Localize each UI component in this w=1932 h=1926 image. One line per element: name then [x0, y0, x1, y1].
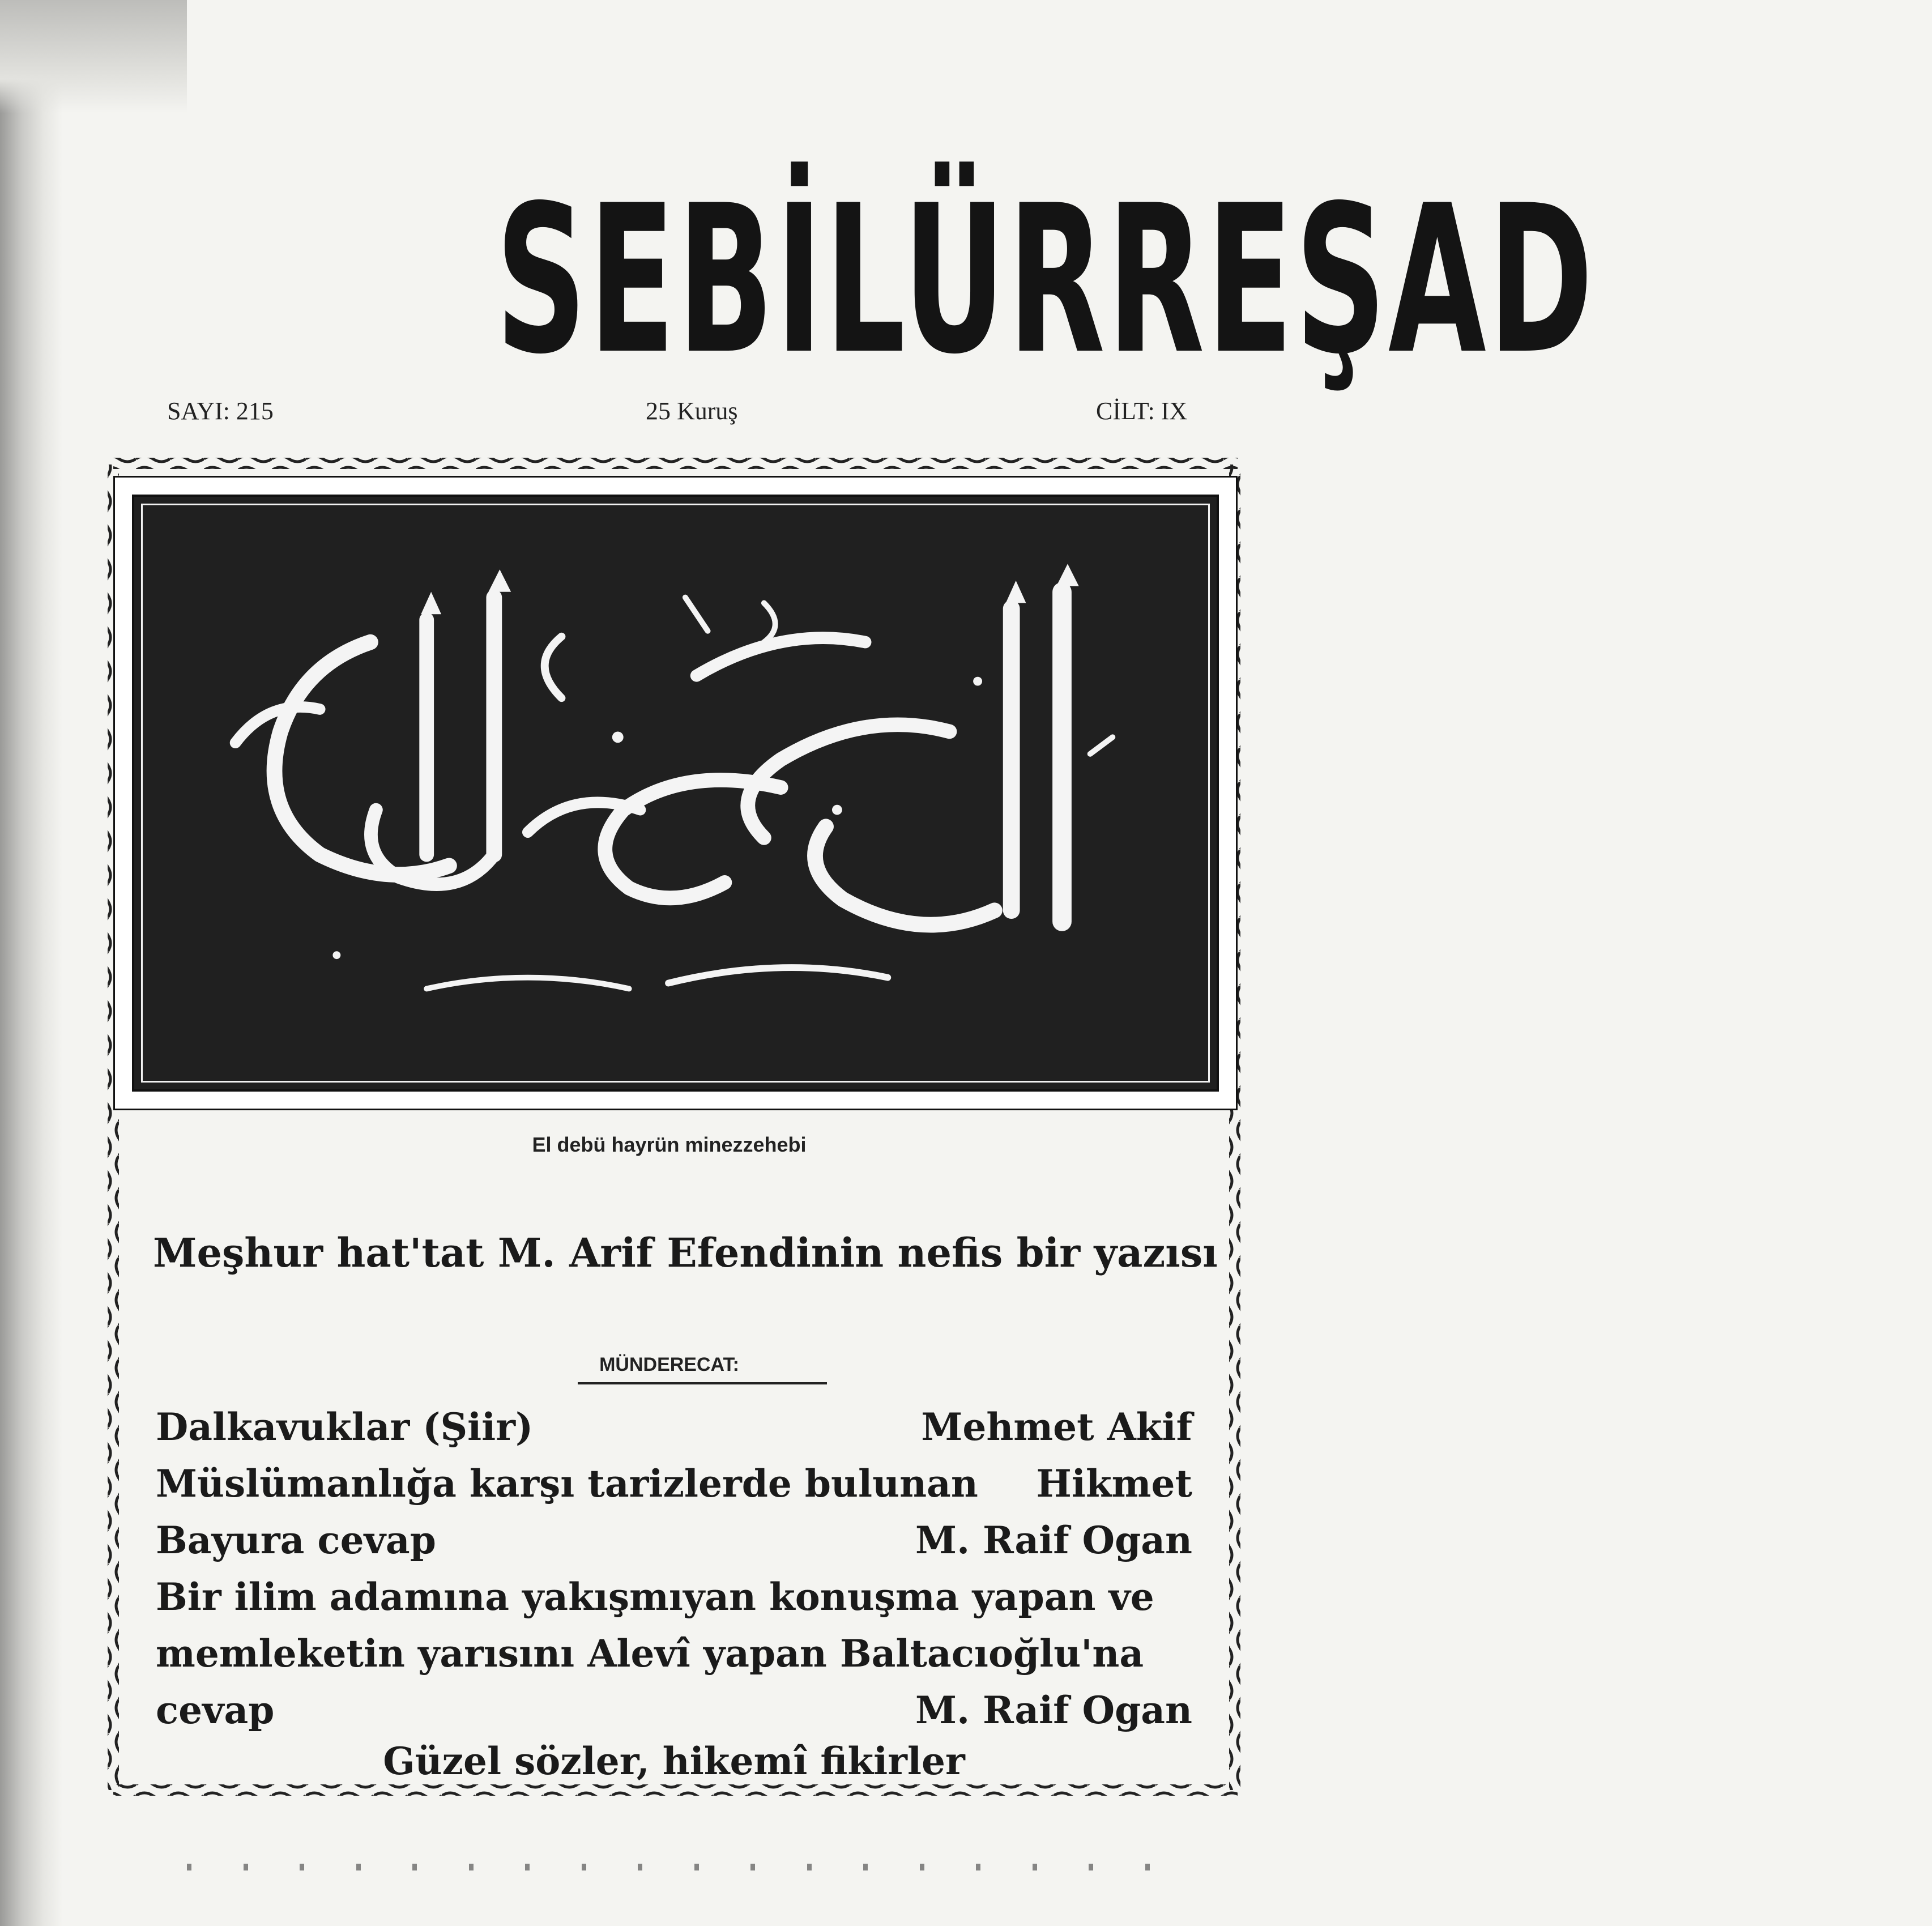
scan-corner-shadow — [0, 0, 187, 113]
contents-heading: MÜNDERECAT: — [599, 1354, 739, 1375]
binding-shadow — [0, 0, 62, 1926]
feature-headline: Meşhur hat'tat M. Arif Efendinin nefis bir yazısı — [153, 1229, 1218, 1276]
toc-line — [156, 1631, 1192, 1688]
contents-underline — [578, 1382, 827, 1384]
toc-line — [156, 1739, 1192, 1796]
masthead-title-text: SEBİLÜRREŞAD — [495, 161, 1596, 399]
issue-volume: CİLT: IX — [1096, 397, 1188, 425]
toc-title: cevap — [156, 1688, 275, 1732]
calligraphy-caption: El debü hayrün minezzehebi — [532, 1133, 807, 1156]
toc-line — [156, 1518, 1192, 1575]
toc-title: Bayura cevap — [156, 1518, 436, 1562]
issue-price: 25 Kuruş — [646, 397, 738, 425]
toc-title: memleketin yarısını Alevî yapan Baltacıoğlu'na — [156, 1631, 1144, 1676]
toc-line — [156, 1688, 1192, 1745]
toc-author: M. Raif Ogan — [915, 1688, 1192, 1732]
calligraphy-plate — [113, 476, 1238, 1110]
calligraphy-panel — [132, 495, 1219, 1092]
toc-title: Dalkavuklar (Şiir) — [156, 1405, 534, 1449]
toc-title: Güzel sözler, hikemî fikirler — [383, 1739, 965, 1783]
toc-title: Bir ilim adamına yakışmıyan konuşma yapan ve — [156, 1575, 1154, 1619]
masthead-title — [159, 161, 1596, 399]
issue-number: SAYI: 215 — [167, 397, 274, 425]
toc-line — [156, 1575, 1192, 1631]
toc-line — [156, 1461, 1192, 1518]
toc-author: Hikmet — [1036, 1461, 1192, 1506]
toc-title: Müslümanlığa karşı tarizlerde bulunan — [156, 1461, 978, 1506]
arabic-calligraphy-image — [134, 497, 1217, 1089]
scan-edge-marks — [187, 1864, 1150, 1875]
toc-line — [156, 1405, 1192, 1461]
border-top — [113, 458, 1238, 469]
toc-author: M. Raif Ogan — [915, 1518, 1192, 1562]
toc-author: Mehmet Akif — [921, 1405, 1192, 1449]
